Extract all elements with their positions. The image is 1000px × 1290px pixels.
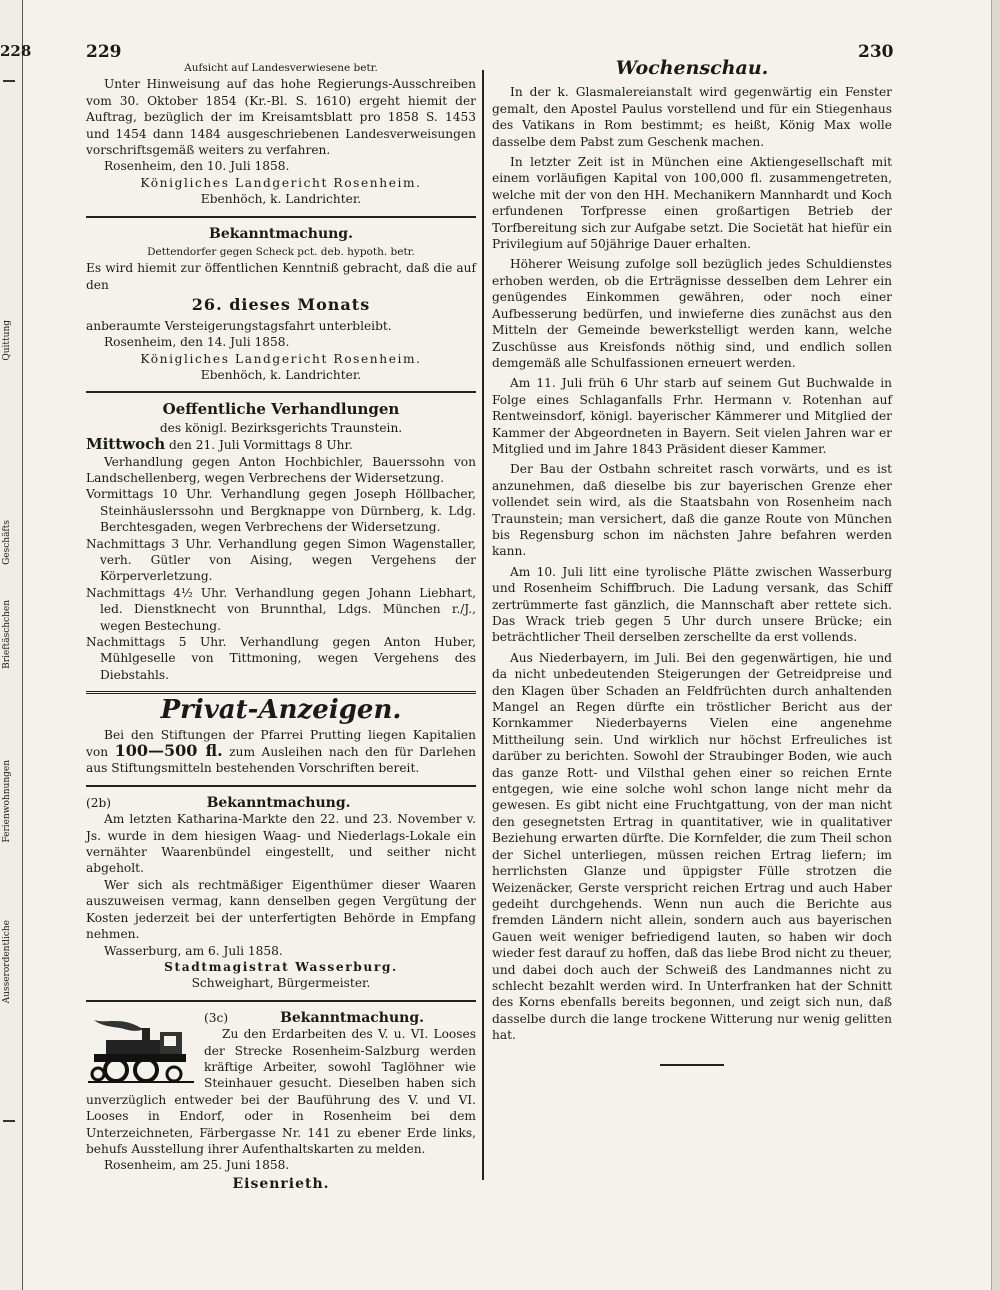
signer: Ebenhöch, k. Landrichter. xyxy=(200,367,362,382)
locomotive-icon xyxy=(86,1014,196,1084)
page-number-right: 230 xyxy=(858,42,894,62)
notice-number: (2b) xyxy=(86,795,112,810)
notice-title: Bekanntmachung. xyxy=(209,225,353,242)
court-name: Königliches Landgericht Rosenheim. xyxy=(140,175,422,190)
section-rule xyxy=(86,216,476,218)
notice-body: Unter Hinweisung auf das hohe Regierungs-Ausschreiben vom 30. Oktober 1854 (Kr.-Bl. S. 1610) ergeht hiemit der Auftrag, bezüglich der im Kreisamtsblatt pro 1858 S. 1453 und 1454 dann 1484 ausgeschriebenen Landesverweisungen vorschriftsgemäß weiters zu verfahren. xyxy=(86,77,476,158)
hearing-item: Vormittags 10 Uhr. Verhandlung gegen Joseph Höllbacher, Steinhäuslerssohn und Bergknappe von Dürnberg, k. Ldg. Berchtesgaden, wegen Verbrechens der Widersetzung. xyxy=(86,487,476,535)
right-page-edge xyxy=(991,0,1000,1290)
news-paragraph: In letzter Zeit ist in München eine Aktiengesellschaft mit einem vorläufigen Kapital von 100,000 fl. zusammengetreten, welche mit der von den HH. Mechanikern Mannhardt und Koch erfundenen Torfpresse einen großartigen Betrieb der Torfbereitung sich zur Aufgabe setzt. Die Societät hat hiefür ein Privilegium auf 50jährige Dauer erhalten. xyxy=(492,155,892,252)
hearing-item: Verhandlung gegen Anton Hochbichler, Bauerssohn von Landschellenberg, wegen Verbrechens der Widersetzung. xyxy=(86,454,476,485)
office-name: Stadtmagistrat Wasserburg. xyxy=(164,959,398,974)
hearings-day: Mittwoch xyxy=(86,435,166,454)
news-paragraph: Höherer Weisung zufolge soll bezüglich jedes Schuldienstes erhoben werden, ob die Erträgnisse desselben dem Lehrer ein genügendes Einkommen gewähren, oder noch einer Aufbesserung bedürfen, und inwieferne dies zunächst aus den Mitteln der Gemeinde bewerkstelligt werden kann, welche Zuschüsse aus Kreisfonds nöthig sind, und endlich sollen demgemäß alle Schulfassionen erneuert werden. xyxy=(492,257,892,370)
hearing-item: Nachmittags 4½ Uhr. Verhandlung gegen Johann Liebhart, led. Dienstknecht von Brunnthal, Ldgs. München r./J., wegen Bestechung. xyxy=(86,585,476,633)
notice-header: Aufsicht auf Landesverwiesene betr. xyxy=(184,62,378,74)
edge-label: Geschäfts xyxy=(2,520,12,565)
hearings-subtitle: des königl. Bezirksgerichts Traunstein. xyxy=(159,420,403,435)
notice-date: Rosenheim, den 14. Juli 1858. xyxy=(104,335,290,350)
notice-date: Wasserburg, am 6. Juli 1858. xyxy=(104,943,283,958)
edge-label: Brieftäschchen xyxy=(2,600,12,669)
hearing-item: Nachmittags 5 Uhr. Verhandlung gegen Anton Huber, Mühlgeselle von Tittmoning, wegen Vergehens des Diebstahls. xyxy=(86,635,476,682)
stiftung-text: zum Ausleihen nach den für Darlehen aus Stiftungsmitteln bestehenden Vorschriften bereit. xyxy=(86,745,477,776)
news-paragraph: In der k. Glasmalereianstalt wird gegenwärtig ein Fenster gemalt, den Apostel Paulus vorstellend und für ein Stiegenhaus des Vatikans in Rom bestimmt; es heißt, König Max wolle dasselbe dem Pabst zum Geschenk machen. xyxy=(492,85,892,149)
notice-date: Rosenheim, am 25. Juni 1858. xyxy=(104,1158,290,1173)
signer: Schweighart, Bürgermeister. xyxy=(191,976,371,991)
notice-date: Rosenheim, den 10. Juli 1858. xyxy=(104,159,290,174)
news-paragraph: Aus Niederbayern, im Juli. Bei den gegenwärtigen, hie und da nicht unbedeutenden Steigerungen der Getreidpreise und den Klagen über Schaden an Feldfrüchten durch anhaltenden Mangel an Regen dürfte ein tröstlicher Bericht aus der Kornkammer Niederbayerns Vielen eine angenehme Mittheilung sein. Und wirklich nur höchst Erfreuliches ist darüber zu berichten. Sowohl der Straubinger Boden, wie auch das ganze Rott- und Vilsthal gehen einer so reichen Ernte entgegen, wie eine solche wohl schon lange nicht mehr da gewesen. Es gibt nicht eine Fruchtgattung, von der man nicht den gesegnetsten Ertrag in quantitativer, wie in qualitativer Beziehung erwarten dürfte. Die Kornfelder, die zum Theil schon der Sichel unterliegen, müssen reichen Ertrag liefern; im herrlichsten Glanze und üppigster Fülle strotzen die Weizenäcker, Gerste verspricht reichen Ertrag und auch Haber gedeiht durchgehends. Wenn nun auch die Berichte aus fremden Ländern nicht allein, sondern auch aus bayerischen Gauen weit weniger befriedigend lauten, so haben wir doch wieder fest darauf zu hoffen, daß das liebe Brod nicht zu theuer, und dabei doch auch der Schweiß des Landmannes nicht zu schlecht bezahlt werden wird. In Unterfranken hat der Schnitt des Korns ebenfalls bereits begonnen, und zeigt sich nun, daß dasselbe durch die lange trockene Witterung nur wenig gelitten hat. xyxy=(492,650,892,1043)
page-number-left: 229 xyxy=(86,42,122,62)
hearing-item: Nachmittags 3 Uhr. Verhandlung gegen Simon Wagenstaller, verh. Gütler von Aising, wegen Vergehens der Körperverletzung. xyxy=(86,536,476,584)
edge-label: Ausserordentliche xyxy=(2,920,12,1004)
end-rule xyxy=(660,1064,724,1066)
stiftung-amount: 100—500 fl. xyxy=(114,741,223,761)
privat-anzeigen-title: Privat-Anzeigen. xyxy=(160,695,402,726)
notice-body: Zu den Erdarbeiten des V. u. VI. Looses der Strecke Rosenheim-Salzburg werden kräftige Arbeiter, sowohl Taglöhner wie Steinhauer gesucht. Dieselben haben sich unverzüglich entweder bei der Bauführung des V. und VI. Looses in Endorf, oder in Rosenheim bei dem Unterzeichneten, Färbergasse Nr. 141 zu ebener Erde links, behufs Ausstellung ihrer Aufenthaltskarten zu melden. xyxy=(86,1027,476,1156)
news-paragraph: Am 11. Juli früh 6 Uhr starb auf seinem Gut Buchwalde in Folge eines Schlaganfalls Frhr. Hermann v. Rotenhan auf Rentweinsdorf, königl. bayerischer Kämmerer und Mitglied der Kammer der Abgeordneten in Bayern. Seit vielen Jahren war er Mitglied und im Jahre 1843 Präsident dieser Kammer. xyxy=(492,376,892,456)
notice-subtitle: Dettendorfer gegen Scheck pct. deb. hypoth. betr. xyxy=(147,246,415,259)
court-name: Königliches Landgericht Rosenheim. xyxy=(140,351,422,366)
notice-number: (3c) xyxy=(204,1010,229,1025)
signer: Eisenrieth. xyxy=(232,1175,330,1192)
signer: Ebenhöch, k. Landrichter. xyxy=(200,192,362,207)
notice-highlight: 26. dieses Monats xyxy=(191,295,371,315)
notice-body: Es wird hiemit zur öffentlichen Kenntniß gebracht, daß die auf den xyxy=(86,261,476,292)
notice-title: Bekanntmachung. xyxy=(206,794,351,811)
previous-page-number: 228 xyxy=(0,42,32,60)
section-rule xyxy=(86,785,476,787)
previous-page-edge xyxy=(0,0,32,1290)
hearings-title: Oeffentliche Verhandlungen xyxy=(162,400,400,419)
left-column xyxy=(86,60,476,1192)
edge-rule xyxy=(3,1120,15,1122)
edge-label: Quittung xyxy=(2,320,12,361)
section-rule xyxy=(86,691,476,694)
news-paragraph: Am 10. Juli litt eine tyrolische Plätte zwischen Wasserburg und Rosenheim Schiffbruch. Die Ladung versank, das Schiff zertrümmerte fast gänzlich, die Mannschaft aber rettete sich. Das Wrack trieb gegen 5 Uhr durch unsere Brücke; ein beträchtlicher Theil derselben zerschellte da erst vollends. xyxy=(492,564,892,645)
right-column xyxy=(492,57,892,1066)
section-rule xyxy=(86,391,476,393)
edge-label: Ferienwohnungen xyxy=(2,760,12,843)
news-paragraph: Der Bau der Ostbahn schreitet rasch vorwärts, und es ist anzunehmen, daß dieselbe bis zur bayerischen Grenze eher vollendet sein wird, als die Staatsbahn von Rosenheim nach Traunstein; man versichert, daß die ganze Route von München bis Regensburg schon im nächsten Jahre befahren werden kann. xyxy=(492,462,892,559)
notice-body: anberaumte Versteigerungstagsfahrt unterbleibt. xyxy=(86,318,392,333)
edge-rule xyxy=(3,80,15,82)
column-divider xyxy=(482,70,484,1180)
section-rule xyxy=(86,1000,476,1002)
wochenschau-title: Wochenschau. xyxy=(615,57,769,79)
hearings-day-time: den 21. Juli Vormittags 8 Uhr. xyxy=(169,438,353,453)
stiftung-text: Bei den Stiftungen der Pfarrei Prutting liegen Kapitalien von xyxy=(86,727,476,760)
notice-body: Am letzten Katharina-Markte den 22. und 23. November v. Js. wurde in dem hiesigen Waag- und Niederlags-Lokale ein vernähter Waarenbündel eingestellt, und seither nicht abgeholt. xyxy=(86,812,476,876)
notice-title: Bekanntmachung. xyxy=(280,1009,425,1026)
notice-body: Wer sich als rechtmäßiger Eigenthümer dieser Waaren auszuweisen vermag, kann denselben gegen Vergütung der Kosten jederzeit bei der unterfertigten Behörde in Empfang nehmen. xyxy=(86,877,476,942)
